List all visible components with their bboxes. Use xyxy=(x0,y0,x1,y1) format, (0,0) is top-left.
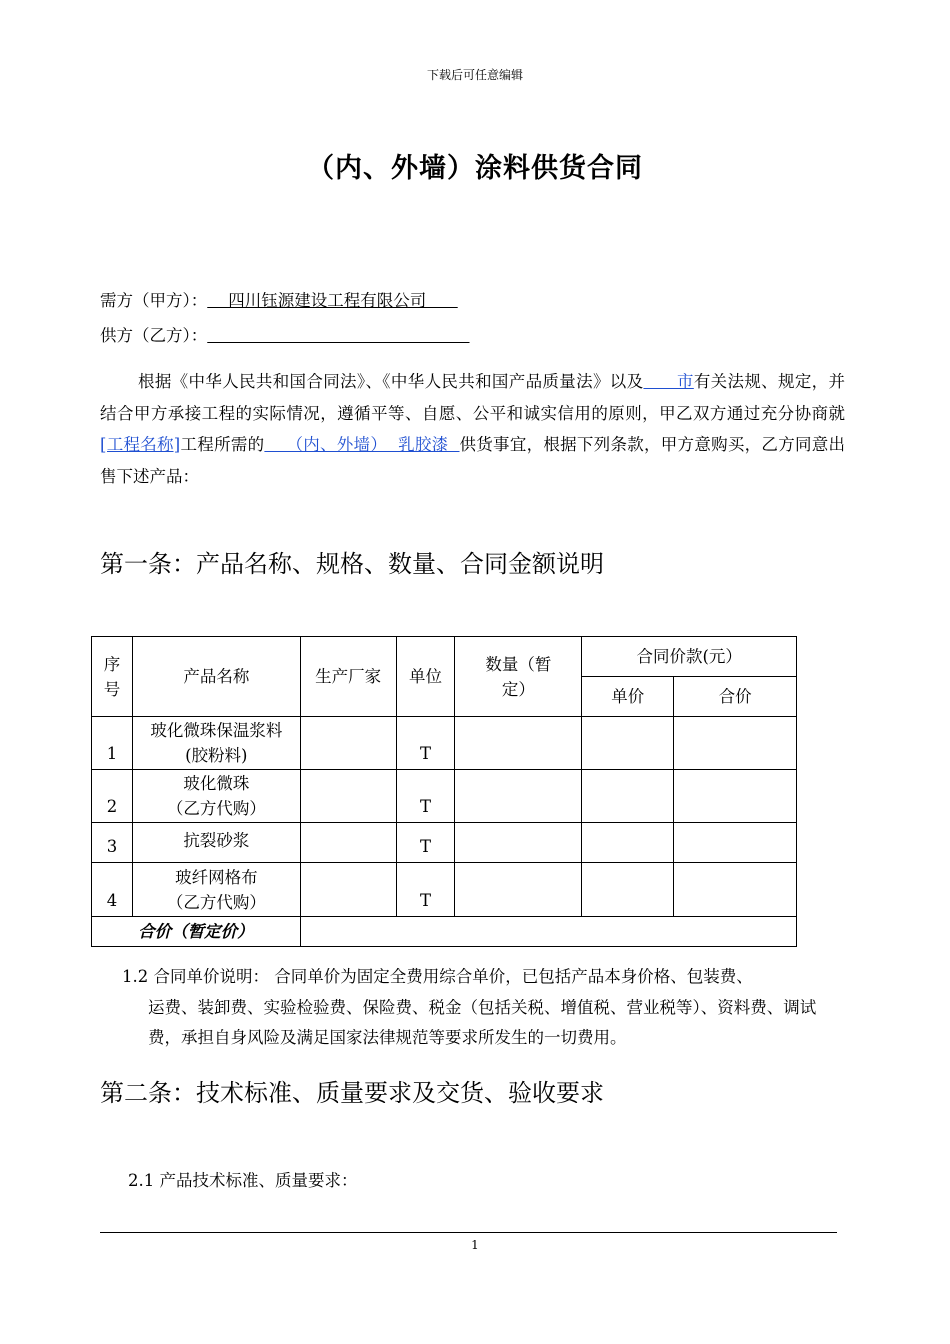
row-unit-price xyxy=(582,823,674,863)
total-value xyxy=(300,917,796,947)
footer-divider xyxy=(100,1232,837,1233)
total-label: 合价（暂定价） xyxy=(92,917,301,947)
row-seq: 3 xyxy=(92,823,133,863)
row-quantity xyxy=(455,717,582,770)
intro-text-2: 有关法规、规定，并结合甲方承接工程的实际情况，遵循平等、自愿、公平和诚实信用的原则，甲乙双方通过充分协商就 xyxy=(100,372,846,423)
row-quantity xyxy=(455,770,582,823)
row-quantity xyxy=(455,823,582,863)
row-manufacturer xyxy=(300,770,396,823)
row-name-line2: (胶粉料) xyxy=(185,746,248,765)
row-unit-price xyxy=(582,863,674,917)
row-seq: 4 xyxy=(92,863,133,917)
row-product-name xyxy=(132,863,300,917)
header-contract-price: 合同价款(元） xyxy=(582,637,797,677)
table-row xyxy=(92,770,797,823)
product-field[interactable]: （内、外墙） 乳胶漆 xyxy=(264,435,460,454)
row-total xyxy=(674,770,797,823)
header-seq: 序号 xyxy=(92,637,133,717)
note-1-2-first-line: 1.2 合同单价说明： 合同单价为固定全费用综合单价，已包括产品本身价格、包装费、 xyxy=(122,967,753,986)
project-name-field[interactable]: [工程名称] xyxy=(100,435,181,454)
party-b-line xyxy=(100,322,470,346)
table-row xyxy=(92,863,797,917)
row-total xyxy=(674,717,797,770)
row-unit-price xyxy=(582,770,674,823)
header-total-price: 合价 xyxy=(674,677,797,717)
row-unit: T xyxy=(396,823,455,863)
row-name-line2: （乙方代购） xyxy=(166,892,266,912)
document-title: （内、外墙）涂料供货合同 xyxy=(307,153,643,184)
table-row xyxy=(92,717,797,770)
article-1-heading: 第一条：产品名称、规格、数量、合同金额说明 xyxy=(100,550,604,578)
header-quantity: 数量（暂定） xyxy=(455,637,582,717)
row-seq: 1 xyxy=(92,717,133,770)
table-total-row xyxy=(92,917,797,947)
party-b-value xyxy=(207,326,469,345)
table-header-row xyxy=(92,637,797,677)
party-a-value: 四川钰源建设工程有限公司 xyxy=(207,291,458,310)
intro-text-1: 根据《中华人民共和国合同法》、《中华人民共和国产品质量法》以及 xyxy=(138,372,644,391)
header-unit: 单位 xyxy=(396,637,455,717)
header-unit-price: 单价 xyxy=(582,677,674,717)
row-name-line1: 玻化微珠保温浆料 xyxy=(150,721,283,740)
row-unit: T xyxy=(396,863,455,917)
row-seq: 2 xyxy=(92,770,133,823)
party-b-label: 供方（乙方）： xyxy=(100,326,208,345)
row-total xyxy=(674,863,797,917)
party-a-label: 需方（甲方）： xyxy=(100,291,208,310)
page-number: 1 xyxy=(471,1238,479,1252)
note-1-2 xyxy=(122,962,847,1054)
goods-table xyxy=(91,636,797,947)
section-2-1: 2.1 产品技术标准、质量要求： xyxy=(128,1171,358,1190)
row-product-name xyxy=(132,823,300,863)
article-2-heading: 第二条：技术标准、质量要求及交货、验收要求 xyxy=(100,1079,604,1107)
row-name-line1: 玻化微珠 xyxy=(183,774,250,793)
row-name-line2: （乙方代购） xyxy=(166,799,266,818)
header-product-name: 产品名称 xyxy=(132,637,300,717)
intro-text-4: 供货事宜，根据下列条款，甲方意购买，乙方同意出售下述产品： xyxy=(100,435,846,486)
row-total xyxy=(674,823,797,863)
note-1-2-rest: 运费、装卸费、实验检验费、保险费、税金（包括关税、增值税、营业税等）、资料费、调试费，承担自身风险及满足国家法律规范等要求所发生的一切费用。 xyxy=(148,997,817,1047)
row-name-line1: 抗裂砂浆 xyxy=(183,831,250,850)
intro-text-3: 工程所需的 xyxy=(180,435,265,454)
row-unit: T xyxy=(396,770,455,823)
city-field[interactable]: 市 xyxy=(643,372,694,391)
row-manufacturer xyxy=(300,863,396,917)
row-product-name xyxy=(132,717,300,770)
row-unit-price xyxy=(582,717,674,770)
table-row xyxy=(92,823,797,863)
row-manufacturer xyxy=(300,717,396,770)
party-a-line xyxy=(100,287,458,311)
header-note: 下载后可任意编辑 xyxy=(426,68,523,82)
header-manufacturer: 生产厂家 xyxy=(300,637,396,717)
row-product-name xyxy=(132,770,300,823)
row-unit: T xyxy=(396,717,455,770)
row-manufacturer xyxy=(300,823,396,863)
row-name-line1: 玻纤网格布 xyxy=(175,867,258,887)
row-quantity xyxy=(455,863,582,917)
intro-paragraph xyxy=(100,366,845,492)
